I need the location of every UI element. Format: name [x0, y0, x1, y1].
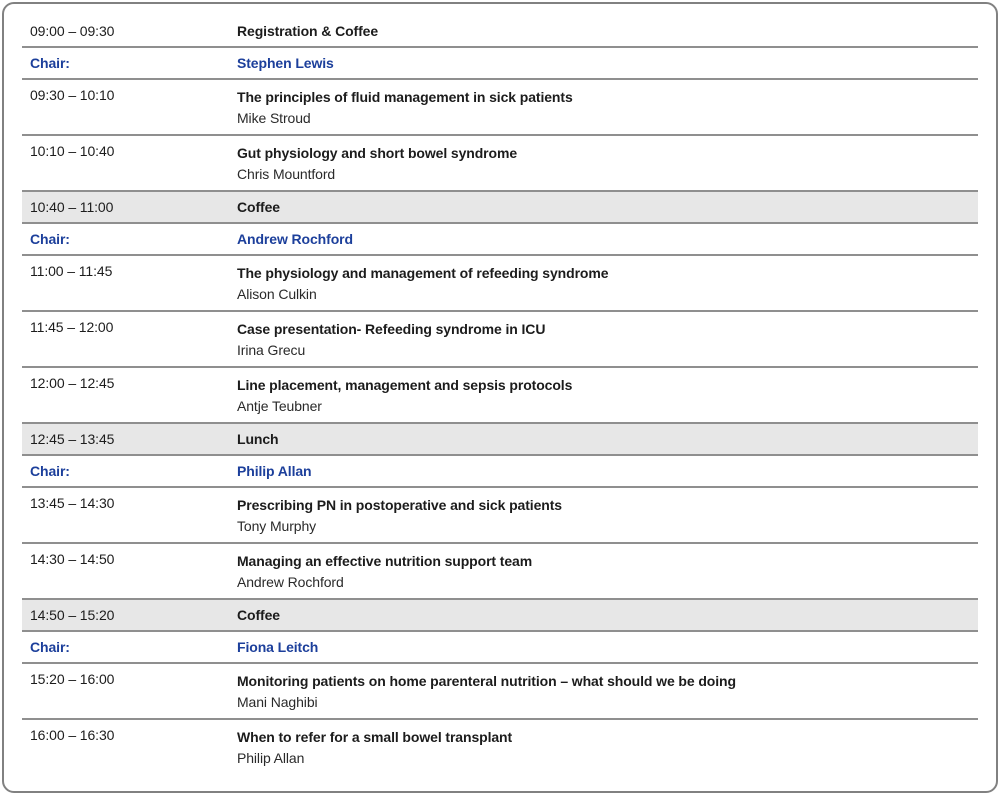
session-row	[22, 720, 978, 776]
chair-name: Andrew Rochford	[237, 231, 353, 247]
session-title: Prescribing PN in postoperative and sick patients	[237, 497, 562, 513]
session-row	[22, 368, 978, 424]
session-row	[22, 488, 978, 544]
event-time: 09:00 – 09:30	[30, 23, 115, 39]
session-time: 15:20 – 16:00	[30, 671, 115, 687]
break-row-lunch	[22, 424, 978, 456]
session-time: 11:45 – 12:00	[30, 319, 114, 335]
break-time: 10:40 – 11:00	[30, 199, 114, 215]
session-row	[22, 664, 978, 720]
session-speaker: Philip Allan	[237, 750, 305, 766]
programme-card	[2, 2, 998, 793]
chair-row	[22, 224, 978, 256]
session-title: Managing an effective nutrition support team	[237, 553, 533, 569]
session-title: Line placement, management and sepsis protocols	[237, 377, 573, 393]
programme-table	[22, 4, 978, 776]
session-row	[22, 312, 978, 368]
session-title: Monitoring patients on home parenteral nutrition – what should we be doing	[237, 673, 736, 689]
chair-row	[22, 48, 978, 80]
session-time: 14:30 – 14:50	[30, 551, 115, 567]
session-row	[22, 136, 978, 192]
break-title: Lunch	[237, 431, 279, 447]
break-row-coffee	[22, 600, 978, 632]
session-time: 11:00 – 11:45	[30, 263, 113, 279]
break-title: Coffee	[237, 607, 280, 623]
session-speaker: Alison Culkin	[237, 286, 317, 302]
chair-row	[22, 632, 978, 664]
break-time: 12:45 – 13:45	[30, 431, 115, 447]
session-speaker: Tony Murphy	[237, 518, 317, 534]
chair-name: Fiona Leitch	[237, 639, 319, 655]
break-time: 14:50 – 15:20	[30, 607, 115, 623]
session-title: When to refer for a small bowel transplant	[237, 729, 513, 745]
session-time: 09:30 – 10:10	[30, 87, 115, 103]
session-speaker: Irina Grecu	[237, 342, 306, 358]
chair-label: Chair:	[30, 639, 70, 655]
break-title: Coffee	[237, 199, 280, 215]
session-title: The physiology and management of refeeding syndrome	[237, 265, 609, 281]
chair-row	[22, 456, 978, 488]
session-time: 12:00 – 12:45	[30, 375, 115, 391]
session-row	[22, 80, 978, 136]
agenda-row-registration	[22, 4, 978, 48]
chair-name: Stephen Lewis	[237, 55, 334, 71]
chair-name: Philip Allan	[237, 463, 312, 479]
session-speaker: Chris Mountford	[237, 166, 336, 182]
break-row-coffee	[22, 192, 978, 224]
chair-label: Chair:	[30, 55, 70, 71]
session-row	[22, 256, 978, 312]
session-speaker: Mani Naghibi	[237, 694, 318, 710]
session-title: Gut physiology and short bowel syndrome	[237, 145, 518, 161]
chair-label: Chair:	[30, 231, 70, 247]
session-speaker: Andrew Rochford	[237, 574, 344, 590]
session-speaker: Antje Teubner	[237, 398, 322, 414]
session-speaker: Mike Stroud	[237, 110, 311, 126]
chair-label: Chair:	[30, 463, 70, 479]
session-row	[22, 544, 978, 600]
session-title: The principles of fluid management in sick patients	[237, 89, 573, 105]
session-time: 10:10 – 10:40	[30, 143, 115, 159]
session-title: Case presentation- Refeeding syndrome in ICU	[237, 321, 546, 337]
session-time: 13:45 – 14:30	[30, 495, 115, 511]
event-title: Registration & Coffee	[237, 23, 379, 39]
session-time: 16:00 – 16:30	[30, 727, 115, 743]
